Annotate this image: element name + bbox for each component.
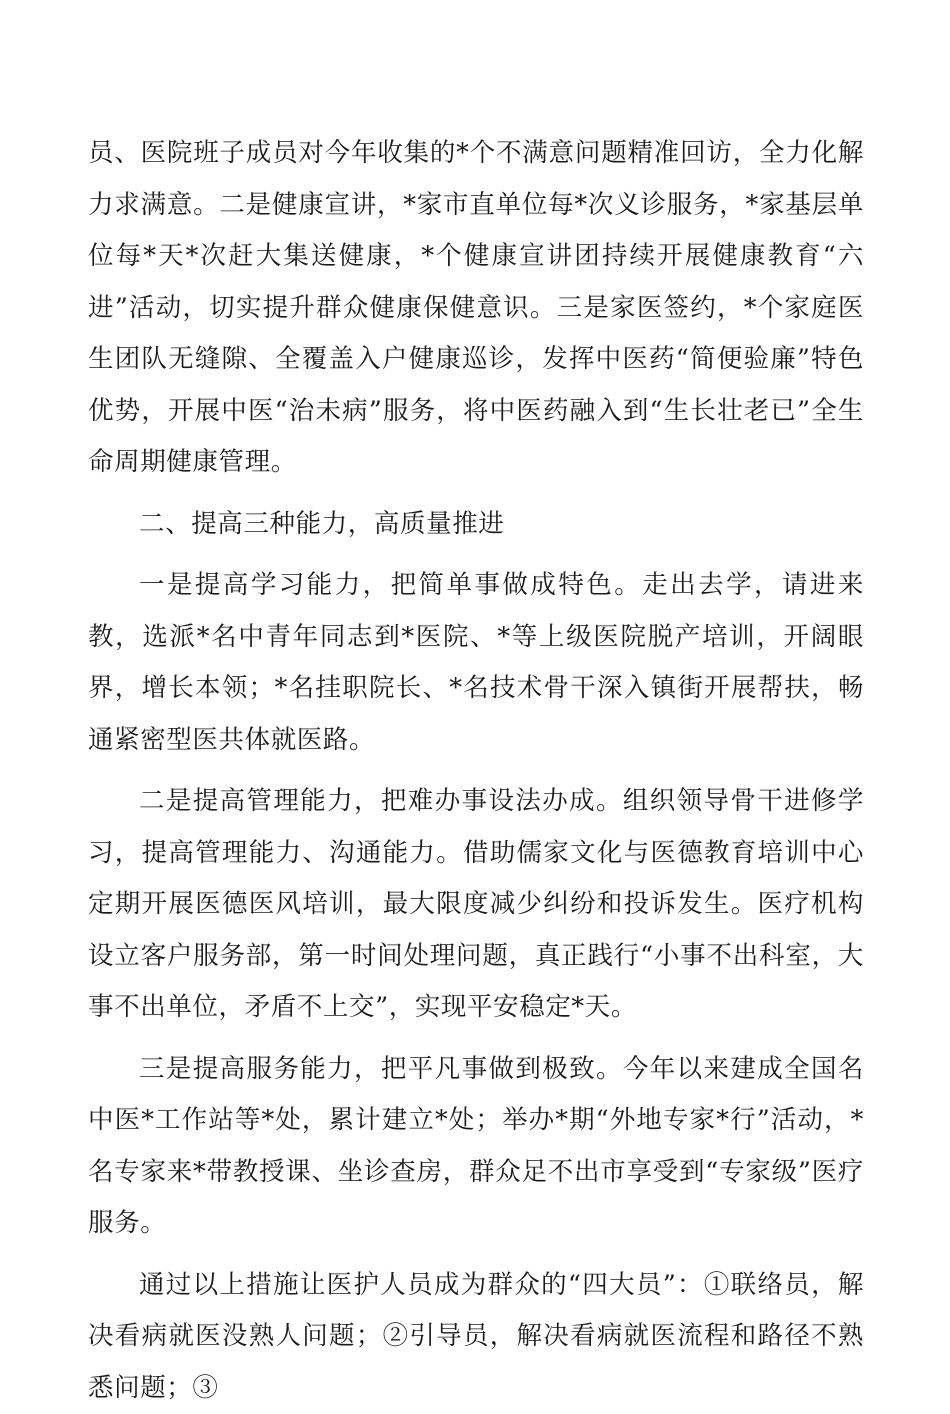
paragraph-learning: 一是提高学习能力，把简单事做成特色。走出去学，请进来教，选派*名中青年同志到*医院、*等上级医院脱产培训，开阔眼界，增长本领；*名挂职院长、*名技术骨干深入镇街开展帮扶，畅通紧密型医共体就医路。 bbox=[88, 560, 864, 766]
paragraph-service: 三是提高服务能力，把平凡事做到极致。今年以来建成全国名中医*工作站等*处，累计建立*处；举办*期“外地专家*行”活动，*名专家来*带教授课、坐诊查房，群众足不出市享受到“专家级”医疗服务。 bbox=[88, 1044, 864, 1250]
document-body bbox=[88, 128, 864, 1414]
paragraph-continuation: 员、医院班子成员对今年收集的*个不满意问题精准回访，全力化解力求满意。二是健康宣讲，*家市直单位每*次义诊服务，*家基层单位每*天*次赶大集送健康，*个健康宣讲团持续开展健康教育“六进”活动，切实提升群众健康保健意识。三是家医签约，*个家庭医生团队无缝隙、全覆盖入户健康巡诊，发挥中医药“简便验廉”特色优势，开展中医“治未病”服务，将中医药融入到“生长壮老已”全生命周期健康管理。 bbox=[88, 128, 864, 489]
paragraph-management: 二是提高管理能力，把难办事设法办成。组织领导骨干进修学习，提高管理能力、沟通能力。借助儒家文化与医德教育培训中心定期开展医德医风培训，最大限度减少纠纷和投诉发生。医疗机构设立客户服务部，第一时间处理问题，真正践行“小事不出科室，大事不出单位，矛盾不上交”，实现平安稳定*天。 bbox=[88, 776, 864, 1034]
section-heading: 二、提高三种能力，高质量推进 bbox=[88, 499, 864, 551]
paragraph-four-roles: 通过以上措施让医护人员成为群众的“四大员”：①联络员，解决看病就医没熟人问题；②引导员，解决看病就医流程和路径不熟悉问题；③ bbox=[88, 1260, 864, 1414]
